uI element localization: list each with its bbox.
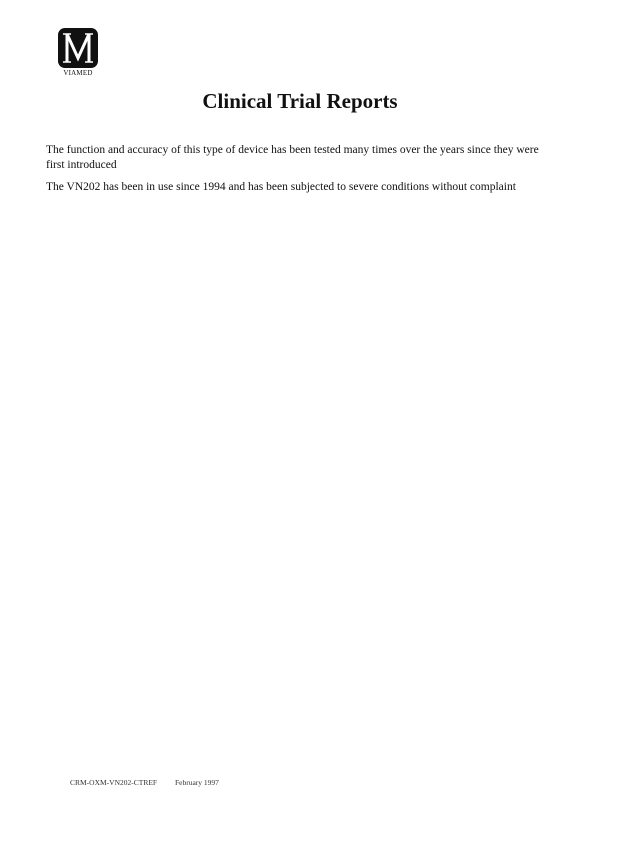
footer-date: February 1997 — [174, 778, 219, 787]
paragraph: The function and accuracy of this type of device has been tested many times over the years since they were first introduced — [46, 144, 539, 171]
logo-text: VIAMED — [63, 69, 93, 77]
viamed-logo-icon — [58, 28, 98, 68]
page-title: Clinical Trial Reports — [202, 89, 398, 113]
body-text — [46, 143, 556, 202]
footer — [70, 778, 219, 787]
footer-reference: CRM-OXM-VN202-CTREF — [70, 778, 158, 787]
paragraph: The VN202 has been in use since 1994 and has been subjected to severe conditions without complaint — [46, 181, 516, 193]
logo — [58, 28, 100, 77]
